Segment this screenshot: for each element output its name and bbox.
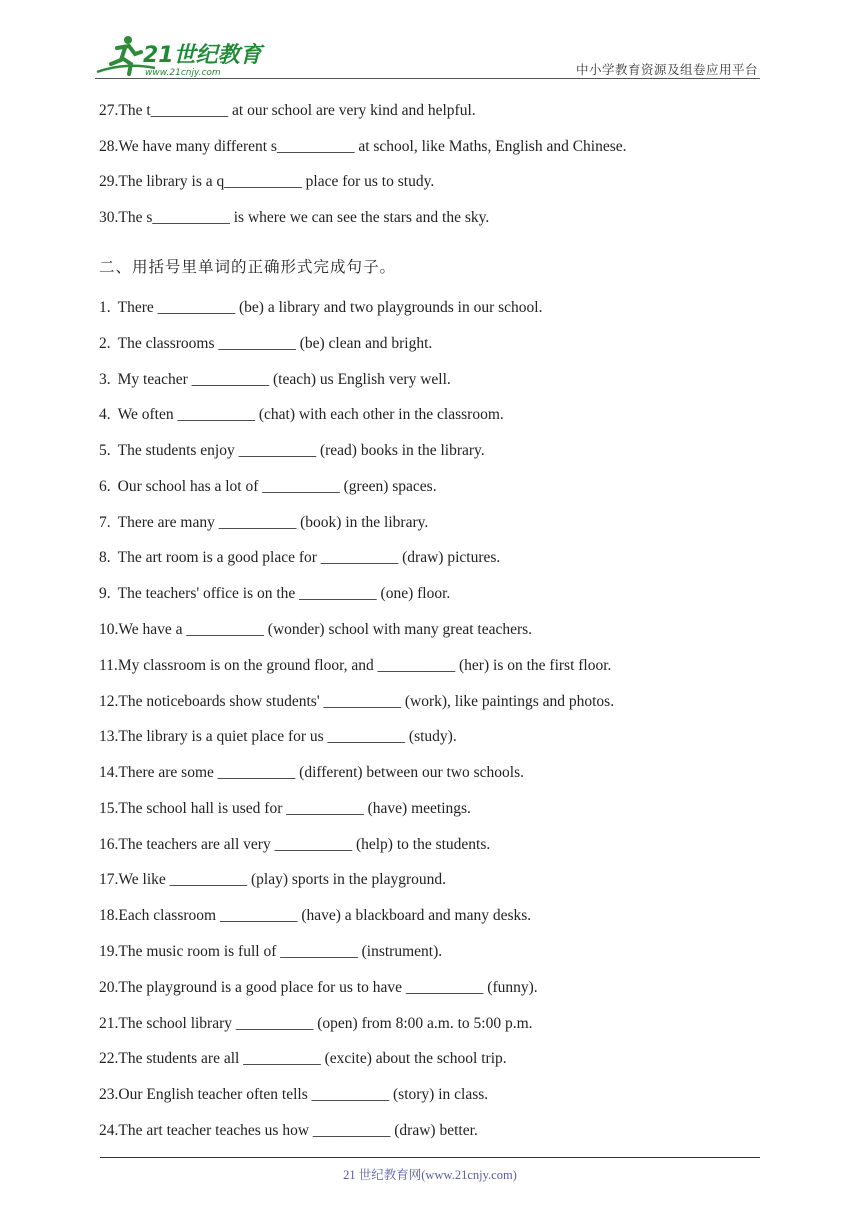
- question-number: 12.: [99, 692, 119, 710]
- question-line: [99, 102, 476, 120]
- header-divider: [95, 78, 760, 79]
- question-line: [99, 1122, 478, 1140]
- question-line: [99, 549, 500, 567]
- question-number: 3.: [99, 370, 111, 388]
- question-text: We often __________ (chat) with each other in the classroom.: [117, 406, 504, 424]
- question-text: The t__________ at our school are very kind and helpful.: [118, 102, 476, 119]
- question-line: [99, 1050, 507, 1068]
- question-number: 8.: [99, 549, 111, 567]
- question-number: 23.: [99, 1086, 119, 1104]
- question-line: [99, 335, 432, 353]
- question-line: [99, 371, 451, 389]
- question-text: My teacher __________ (teach) us English very well.: [117, 370, 451, 388]
- question-text: The music room is full of __________ (instrument).: [118, 943, 443, 961]
- question-text: The playground is a good place for us to have __________ (funny).: [118, 978, 538, 996]
- question-line: [99, 979, 538, 997]
- question-number: 4.: [99, 406, 111, 424]
- question-line: [99, 657, 611, 675]
- question-text: The school hall is used for __________ (have) meetings.: [118, 799, 471, 817]
- question-text: The students enjoy __________ (read) books in the library.: [117, 442, 485, 460]
- question-text: We have a __________ (wonder) school with many great teachers.: [118, 621, 533, 639]
- question-line: [99, 138, 627, 156]
- page-header: [95, 30, 760, 78]
- question-number: 13.: [99, 728, 119, 746]
- question-text: The noticeboards show students' __________ (work), like paintings and photos.: [118, 692, 615, 710]
- question-number: 20.: [99, 978, 119, 996]
- question-number: 29.: [99, 173, 119, 191]
- question-text: Each classroom __________ (have) a blackboard and many desks.: [118, 907, 532, 925]
- question-number: 24.: [99, 1121, 119, 1139]
- question-line: [99, 209, 489, 227]
- runner-logo-icon: [95, 34, 265, 78]
- question-line: [99, 442, 485, 460]
- question-number: 22.: [99, 1050, 119, 1068]
- question-number: 15.: [99, 799, 119, 817]
- question-number: 28.: [99, 137, 119, 155]
- question-line: [99, 299, 542, 317]
- question-number: 5.: [99, 442, 111, 460]
- question-line: [99, 514, 428, 532]
- question-number: 1.: [99, 299, 111, 316]
- question-number: 16.: [99, 835, 119, 853]
- logo-text: 21世纪教育: [143, 43, 262, 68]
- question-text: The teachers are all very __________ (help) to the students.: [118, 835, 491, 853]
- question-text: We have many different s__________ at school, like Maths, English and Chinese.: [118, 137, 627, 155]
- question-text: The library is a q__________ place for us to study.: [118, 173, 435, 191]
- question-text: The library is a quiet place for us __________ (study).: [118, 728, 457, 746]
- question-line: [99, 764, 524, 782]
- question-line: [99, 478, 437, 496]
- header-platform-text: 中小学教育资源及组卷应用平台: [575, 62, 758, 77]
- question-line: [99, 800, 471, 818]
- question-line: [99, 1086, 488, 1104]
- question-number: 14.: [99, 764, 119, 782]
- question-number: 21.: [99, 1014, 119, 1032]
- section-2-title: 二、用括号里单词的正确形式完成句子。: [99, 258, 397, 276]
- question-text: The classrooms __________ (be) clean and bright.: [117, 334, 433, 352]
- question-line: [99, 871, 446, 889]
- question-text: The teachers' office is on the __________ (one) floor.: [117, 585, 451, 603]
- page-footer: 21 世纪教育网(www.21cnjy.com): [343, 1168, 517, 1182]
- question-line: [99, 836, 490, 854]
- question-text: There are many __________ (book) in the library.: [117, 513, 429, 531]
- site-logo: [95, 34, 265, 78]
- question-number: 7.: [99, 513, 111, 531]
- question-text: We like __________ (play) sports in the playground.: [118, 871, 447, 889]
- question-number: 17.: [99, 871, 119, 889]
- footer-divider: [100, 1157, 760, 1158]
- question-number: 2.: [99, 334, 111, 352]
- question-number: 9.: [99, 585, 111, 603]
- question-text: Our school has a lot of __________ (green) spaces.: [117, 477, 437, 495]
- question-number: 19.: [99, 943, 119, 961]
- question-number: 10.: [99, 621, 119, 639]
- question-text: There are some __________ (different) between our two schools.: [118, 764, 524, 782]
- question-text: Our English teacher often tells __________ (story) in class.: [118, 1086, 489, 1104]
- question-line: [99, 585, 450, 603]
- question-number: 30.: [99, 209, 119, 227]
- question-text: The art room is a good place for __________ (draw) pictures.: [117, 549, 501, 567]
- question-text: There __________ (be) a library and two playgrounds in our school.: [117, 299, 543, 316]
- question-text: The s__________ is where we can see the stars and the sky.: [118, 209, 490, 227]
- question-number: 6.: [99, 477, 111, 495]
- question-text: My classroom is on the ground floor, and __________ (her) is on the first floor.: [117, 656, 612, 674]
- question-text: The art teacher teaches us how __________ (draw) better.: [118, 1121, 478, 1139]
- logo-url: www.21cnjy.com: [145, 68, 221, 78]
- question-line: [99, 907, 531, 925]
- question-line: [99, 621, 532, 639]
- question-number: 11.: [99, 656, 118, 674]
- question-line: [99, 943, 442, 961]
- question-text: The students are all __________ (excite) about the school trip.: [118, 1050, 507, 1068]
- question-line: [99, 1015, 533, 1033]
- question-number: 27.: [99, 102, 119, 119]
- question-text: The school library __________ (open) from 8:00 a.m. to 5:00 p.m.: [118, 1014, 533, 1032]
- question-line: [99, 406, 504, 424]
- question-line: [99, 693, 614, 711]
- question-line: [99, 173, 434, 191]
- question-line: [99, 728, 457, 746]
- question-number: 18.: [99, 907, 119, 925]
